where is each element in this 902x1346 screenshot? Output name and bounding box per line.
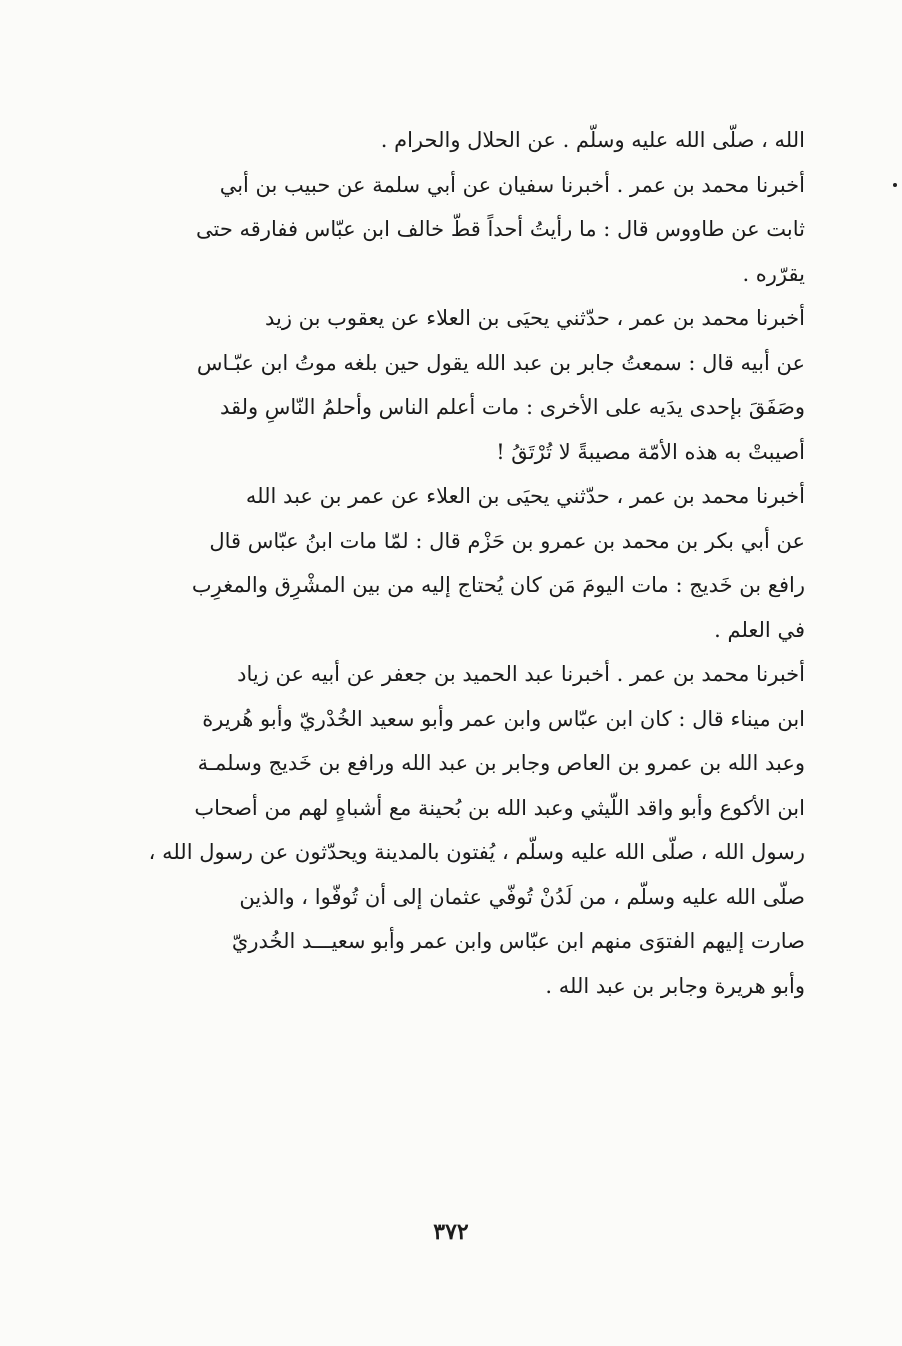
paragraph-4 (100, 474, 805, 652)
text-line: رافع بن خَديج : مات اليومَ مَن كان يُحتاج إليه من بين المشْرِق والمغرِب (191, 573, 805, 597)
page-body (100, 118, 805, 1008)
text-line: أخبرنا محمد بن عمر . أخبرنا عبد الحميد بن جعفر عن أبيه عن زياد (237, 662, 805, 686)
text-line: رسول الله ، صلّى الله عليه وسلّم ، يُفتون بالمدينة ويحدّثون عن رسول الله ، (148, 840, 805, 864)
text-line: يقرّره . (742, 261, 805, 286)
text-line: صارت إليهم الفتوَى منهم ابن عبّاس وابن عمر وأبو سعيـــد الخُدريّ (231, 929, 805, 953)
text-line: ابن الأكوع وأبو واقد اللّيثي وعبد الله بن بُحينة مع أشباهٍ لهم من أصحاب (194, 795, 805, 820)
paragraph-3 (100, 296, 805, 474)
ink-speck (893, 183, 897, 187)
text-line: عن أبي بكر بن محمد بن عمرو بن حَزْم قال : لمّا مات ابنُ عبّاس قال (209, 528, 805, 553)
page-number: ٣٧٢ (433, 1219, 469, 1245)
paragraph-2 (100, 163, 805, 297)
text-line: وصَفَقَ بإحدى يدَيه على الأخرى : مات أعلم الناس وأحلمُ النّاسِ ولقد (219, 395, 805, 419)
text-line: وأبو هريرة وجابر بن عبد الله . (545, 973, 805, 998)
text-line: أخبرنا محمد بن عمر ، حدّثني يحيَى بن العلاء عن يعقوب بن زيد (264, 306, 805, 330)
text-line: أخبرنا محمد بن عمر ، حدّثني يحيَى بن العلاء عن عمر بن عبد الله (245, 484, 805, 508)
text-line: ابن ميناء قال : كان ابن عبّاس وابن عمر وأبو سعيد الخُدْريّ وأبو هُريرة (202, 706, 805, 731)
text-line: الله ، صلّى الله عليه وسلّم . عن الحلال والحرام . (380, 128, 805, 152)
text-line: صلّى الله عليه وسلّم ، من لَدُنْ تُوفّي عثمان إلى أن تُوفّوا ، والذين (239, 884, 805, 909)
text-line: ثابت عن طاووس قال : ما رأيتُ أحداً قطّ خالف ابن عبّاس ففارقه حتى (196, 217, 805, 241)
paragraph-5 (100, 652, 805, 1008)
text-line: في العلم . (714, 617, 805, 642)
paragraph-1 (100, 118, 805, 163)
text-line: أصيبتْ به هذه الأمّة مصيبةً لا تُرْتَقُ ! (496, 439, 805, 464)
text-line: أخبرنا محمد بن عمر . أخبرنا سفيان عن أبي سلمة عن حبيب بن أبي (219, 172, 805, 197)
text-line: عن أبيه قال : سمعتُ جابر بن عبد الله يقول حين بلغه موتُ ابن عبّـاس (196, 350, 805, 375)
text-line: وعبد الله بن عمرو بن العاص وجابر بن عبد الله ورافع بن خَديج وسلمـة (197, 751, 805, 775)
